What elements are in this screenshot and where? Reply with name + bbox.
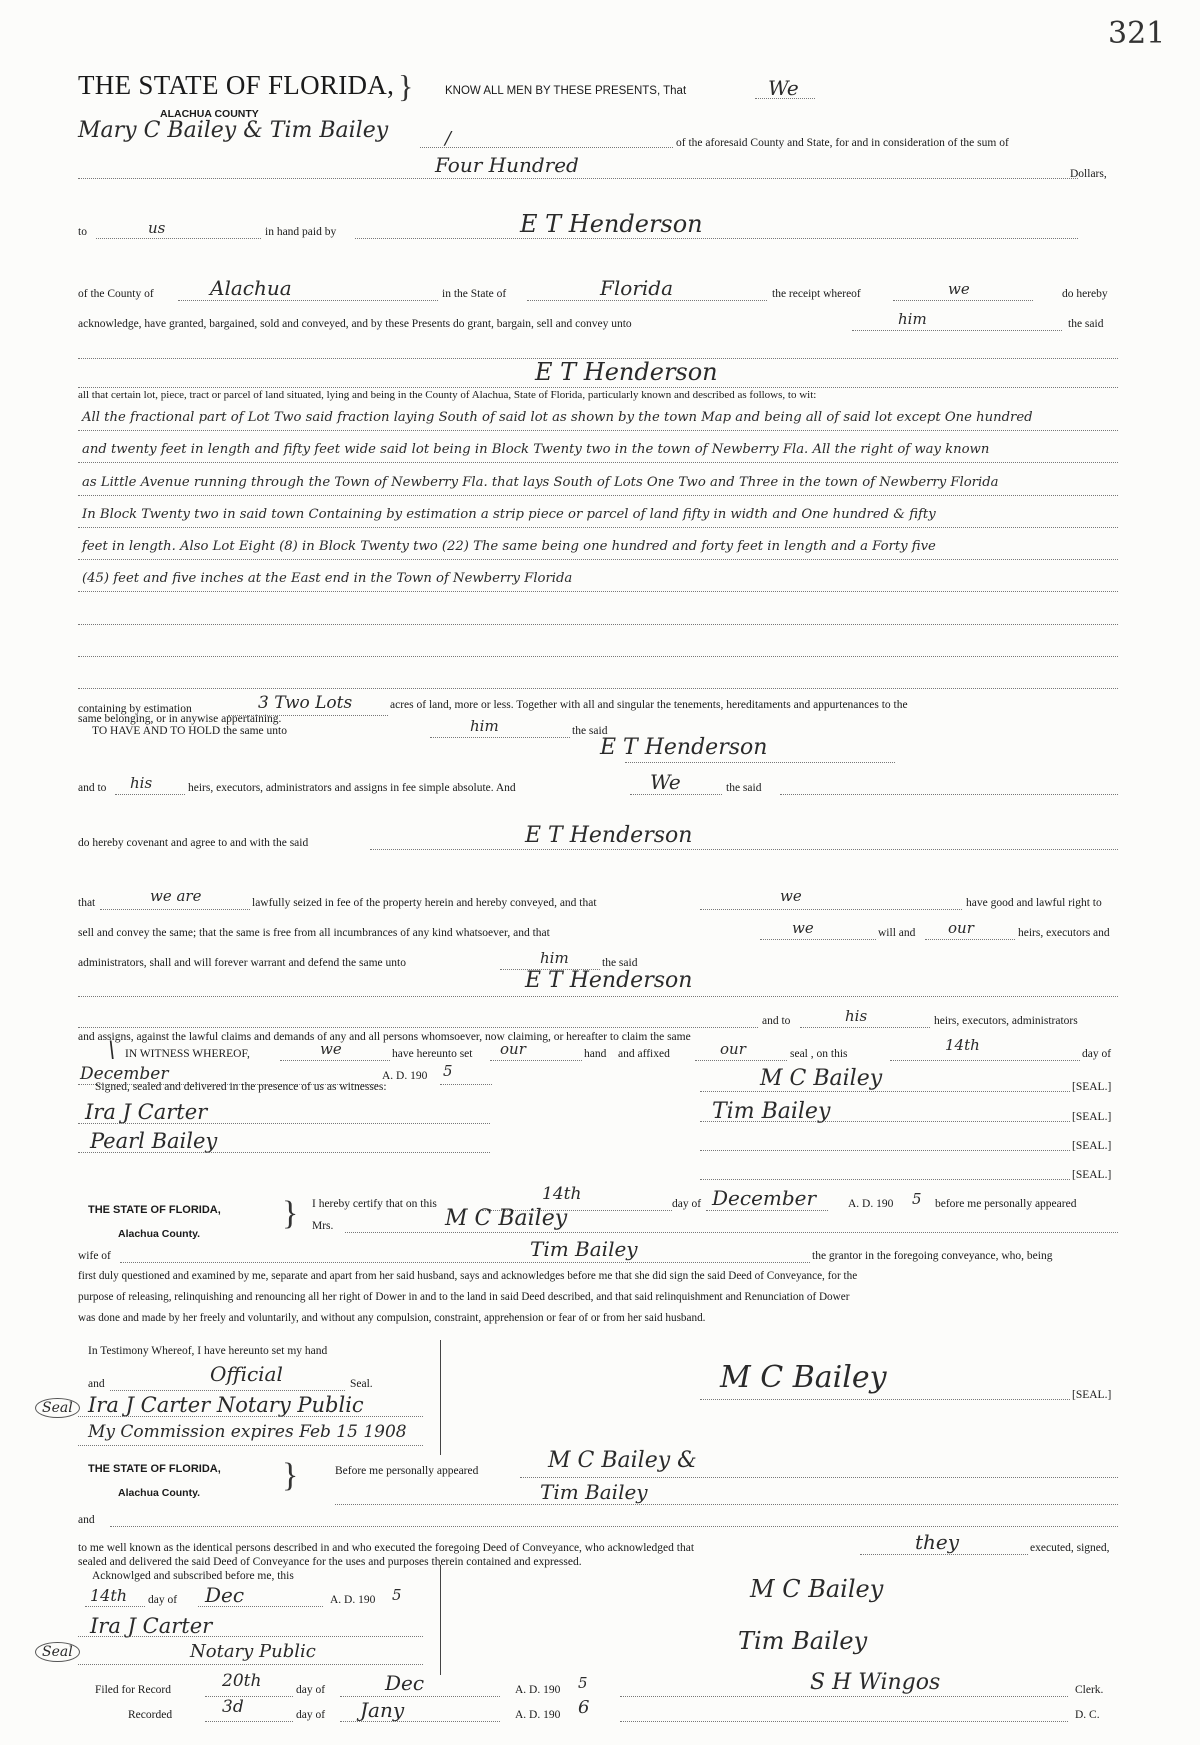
ack1-sig-line — [700, 1399, 1070, 1400]
covenant-text: do hereby covenant and agree to and with the said — [78, 837, 309, 849]
seal-1: [SEAL.] — [1072, 1081, 1112, 1093]
filed-day-of: day of — [296, 1684, 326, 1696]
dc-label: D. C. — [1075, 1709, 1100, 1721]
witness-we-line — [280, 1060, 390, 1061]
to-have-line — [430, 737, 570, 738]
description-line-4: In Block Twenty two in said town Containing by estimation a strip piece or parcel of land fifty in width and One hundred & fifty — [82, 507, 936, 522]
grantors-handwritten: Mary C Bailey & Tim Bailey — [78, 118, 389, 143]
filed-ad: A. D. 190 — [515, 1684, 561, 1696]
affixed-label: and affixed — [618, 1048, 670, 1060]
we-cap-handwritten: We — [650, 770, 681, 794]
affixed-line — [695, 1060, 787, 1061]
that-handwritten: We — [768, 76, 799, 100]
witness-label: IN WITNESS WHEREOF, — [125, 1048, 250, 1060]
rec-month-handwritten: Jany — [360, 1698, 405, 1722]
and-to-label: and to — [78, 782, 107, 794]
ack1-vline — [440, 1340, 441, 1455]
ack1-seal: [SEAL.] — [1072, 1389, 1112, 1401]
ack1-wife-of: wife of — [78, 1250, 111, 1262]
will-and-text: will and — [878, 927, 916, 939]
desc-rule-8 — [78, 656, 1118, 657]
filed-month-handwritten: Dec — [385, 1671, 425, 1695]
ack1-mrs: Mrs. — [312, 1220, 334, 1232]
grantee-handwritten-5: E T Henderson — [525, 968, 693, 993]
him-handwritten-3: him — [540, 949, 569, 967]
filed-year-handwritten: 5 — [578, 1674, 588, 1692]
clerk-signature-handwritten: S H Wingos — [810, 1670, 941, 1695]
ack2-state: THE STATE OF FLORIDA, — [88, 1463, 221, 1475]
ack2-subscribed: Acknowlged and subscribed before me, this — [92, 1570, 294, 1582]
heirs-fee-text: heirs, executors, administrators and assigns in fee simple absolute. And — [188, 782, 516, 794]
witness-2-line — [78, 1152, 490, 1153]
day-handwritten: 14th — [945, 1036, 980, 1054]
state-line — [527, 300, 767, 301]
ack2-notary-line — [78, 1636, 423, 1637]
clerk-line — [620, 1696, 1068, 1697]
ack1-body-3: was done and made by her freely and voluntarily, and without any compulsion, constraint, apprehension or fear of or from her said husband. — [78, 1312, 706, 1324]
paid-line — [355, 238, 1078, 239]
his-handwritten-2: his — [845, 1007, 868, 1025]
ack2-sealed: sealed and delivered the said Deed of Conveyance for the uses and purposes therein contained and expressed. — [78, 1556, 582, 1568]
header-brace: } — [398, 68, 414, 104]
ack1-commission-line — [78, 1445, 423, 1446]
grantee-line-5 — [78, 996, 1118, 997]
filed-month-line — [340, 1696, 500, 1697]
seal-3: [SEAL.] — [1072, 1140, 1112, 1152]
filed-label: Filed for Record — [95, 1684, 172, 1696]
we-cap-line — [630, 794, 722, 795]
ack2-name-2-handwritten: Tim Bailey — [540, 1480, 648, 1504]
month-handwritten: December — [80, 1064, 169, 1084]
ack2-name-line — [520, 1477, 1118, 1478]
ack2-known: to me well known as the identical persons described in and who executed the foregoing Deed of Conveyance, who acknowledged that — [78, 1542, 695, 1554]
ack1-and: and — [88, 1378, 105, 1390]
that-line — [755, 98, 815, 99]
we-handwritten-2: we — [780, 887, 802, 905]
seal-2: [SEAL.] — [1072, 1111, 1112, 1123]
we-line-3 — [760, 939, 876, 940]
ack1-mrs-handwritten: M C Bailey — [445, 1206, 568, 1231]
ack2-np-line — [78, 1664, 423, 1665]
all-that-text: all that certain lot, piece, tract or parcel of land situated, lying and being in the County of Alachua, State of Florida, particularly known and described as follows, to wit: — [78, 389, 817, 401]
his-line-2 — [800, 1027, 930, 1028]
ack2-and: and — [78, 1514, 95, 1526]
hand-label: hand — [584, 1048, 607, 1060]
sig-line-2 — [700, 1121, 1070, 1122]
desc-rule-7 — [78, 624, 1118, 625]
filed-day-handwritten: 20th — [222, 1671, 262, 1691]
to-label: to — [78, 226, 87, 238]
recorded-label: Recorded — [128, 1709, 173, 1721]
county-handwritten: Alachua — [210, 276, 292, 300]
to-handwritten: us — [148, 219, 166, 237]
ack1-brace: } — [282, 1195, 299, 1232]
grantors-suffix: of the aforesaid County and State, for and in consideration of the sum of — [676, 137, 1009, 149]
signature-2-handwritten: Tim Bailey — [712, 1099, 831, 1124]
ack2-vline — [440, 1565, 441, 1675]
ack1-day-handwritten: 14th — [542, 1184, 582, 1204]
desc-rule-4 — [78, 527, 1118, 528]
seal-4: [SEAL.] — [1072, 1169, 1112, 1181]
ack1-testimony: In Testimony Whereof, I have hereunto set my hand — [88, 1345, 328, 1357]
to-have-text: TO HAVE AND TO HOLD the same unto — [92, 725, 287, 737]
page-number: 321 — [1108, 16, 1166, 51]
acknowledge-text: acknowledge, have granted, bargained, sold and conveyed, and by these Presents do grant, bargain, sell and convey unto — [78, 318, 632, 330]
sig-line-3 — [700, 1150, 1070, 1151]
ack2-day-of: day of — [148, 1594, 178, 1606]
desc-rule-6 — [78, 591, 1118, 592]
ack2-name-line-2 — [335, 1504, 1118, 1505]
ack1-commission-handwritten: My Commission expires Feb 15 1908 — [88, 1422, 407, 1442]
ack1-wife-line — [120, 1262, 810, 1263]
desc-rule-9 — [78, 688, 1118, 689]
ack1-county: Alachua County. — [118, 1228, 201, 1240]
witness-1-line — [78, 1123, 490, 1124]
ack2-sig-2-handwritten: Tim Bailey — [738, 1627, 868, 1655]
the-said-label: the said — [1068, 318, 1104, 330]
grantee-handwritten-3: E T Henderson — [600, 735, 768, 760]
desc-rule-5 — [78, 559, 1118, 560]
ack1-husband-handwritten: Tim Bailey — [530, 1237, 638, 1261]
sig-line-4 — [700, 1179, 1070, 1180]
ack2-county: Alachua County. — [118, 1487, 201, 1499]
signed-text: Signed, sealed and delivered in the presence of us as witnesses: — [95, 1081, 387, 1093]
the-said-4: the said — [602, 957, 638, 969]
we-are-handwritten: we are — [150, 887, 202, 905]
ack1-body-2: purpose of releasing, relinquishing and renouncing all her right of Dower in and to the land in said Deed described, and that said relinquishment and Renunciation of Dower — [78, 1291, 850, 1303]
ack2-notary-public-handwritten: Notary Public — [190, 1641, 316, 1662]
ack2-they-line — [860, 1554, 1028, 1555]
ack1-notary-line — [78, 1416, 423, 1417]
ack1-signature-handwritten: M C Bailey — [720, 1360, 887, 1395]
have-good-text: have good and lawful right to — [966, 897, 1102, 909]
signature-1-handwritten: M C Bailey — [760, 1066, 883, 1091]
the-said-3: the said — [726, 782, 762, 794]
blank-line-3 — [78, 1027, 758, 1028]
ack1-ad: A. D. 190 — [848, 1198, 894, 1210]
ack1-official-line — [110, 1390, 345, 1391]
clerk-label: Clerk. — [1075, 1684, 1104, 1696]
ack1-before: before me personally appeared — [935, 1198, 1077, 1210]
witness-mark: \ — [108, 1038, 116, 1063]
his-line — [115, 794, 185, 795]
ack2-notary-name-handwritten: Ira J Carter — [90, 1614, 213, 1638]
grantee-line-2 — [78, 387, 1118, 388]
acres-handwritten: 3 Two Lots — [258, 693, 353, 713]
rec-day-line — [205, 1721, 293, 1722]
dc-line — [620, 1721, 1068, 1722]
ack2-ad: A. D. 190 — [330, 1594, 376, 1606]
we-are-line — [100, 909, 250, 910]
sig-line-1 — [700, 1091, 1070, 1092]
dollars-label: Dollars, — [1070, 168, 1107, 180]
ack2-brace: } — [282, 1457, 299, 1494]
seal-on-label: seal , on this — [790, 1048, 848, 1060]
day-line — [890, 1060, 1080, 1061]
and-to-2: and to — [762, 1015, 791, 1027]
grantee-handwritten-4: E T Henderson — [525, 823, 693, 848]
our-handwritten-2: our — [500, 1040, 526, 1058]
day-of-label: day of — [1082, 1048, 1112, 1060]
ack2-day-handwritten: 14th — [90, 1586, 128, 1605]
ack2-they-handwritten: they — [915, 1530, 960, 1554]
ack2-name-1-handwritten: M C Bailey & — [548, 1448, 697, 1473]
ack1-body-1: first duly questioned and examined by me, separate and apart from her said husband, says and acknowledges before me that she did sign the said Deed of Conveyance, for the — [78, 1270, 858, 1282]
ack2-and-line — [110, 1526, 1118, 1527]
ack1-certify: I hereby certify that on this — [312, 1198, 437, 1210]
receipt-label: the receipt whereof — [772, 288, 861, 300]
him-line — [852, 330, 1062, 331]
blank-line-2 — [780, 794, 1118, 795]
ack2-day-line — [85, 1606, 145, 1607]
description-line-2: and twenty feet in length and fifty feet wide said lot being in Block Twenty two in the town of Newberry Fla. All the right of way known — [82, 442, 990, 457]
sum-line — [78, 178, 1078, 179]
ack1-seal-word: Seal. — [350, 1378, 373, 1390]
county-heading: ALACHUA COUNTY — [160, 108, 259, 120]
containing-label: containing by estimation — [78, 703, 192, 715]
grantee-handwritten-2: E T Henderson — [535, 358, 718, 386]
sum-handwritten: Four Hundred — [435, 153, 579, 177]
sell-convey-text: sell and convey the same; that the same is free from all incumbrances of any kind whatsoever, and that — [78, 927, 550, 939]
ack2-executed: executed, signed, — [1030, 1542, 1110, 1554]
covenant-line — [370, 849, 1118, 850]
year-line — [440, 1084, 492, 1085]
to-line — [96, 238, 261, 239]
rec-day-of: day of — [296, 1709, 326, 1721]
ack1-year-handwritten: 5 — [912, 1190, 922, 1208]
that-label: that — [78, 897, 96, 909]
county-of-label: of the County of — [78, 288, 154, 300]
we-line — [893, 300, 1033, 301]
ad-label: A. D. 190 — [382, 1070, 428, 1082]
state-of-label: in the State of — [442, 288, 507, 300]
ack2-seal-handwritten: Seal — [35, 1642, 80, 1662]
desc-rule-2 — [78, 462, 1118, 463]
ack1-notary-handwritten: Ira J Carter Notary Public — [88, 1393, 364, 1417]
rec-month-line — [340, 1721, 500, 1722]
description-line-5: feet in length. Also Lot Eight (8) in Block Twenty two (22) The same being one hundred and forty feet in length and a Forty five — [82, 539, 936, 554]
we-handwritten-4: we — [320, 1040, 342, 1058]
him-handwritten-2: him — [470, 717, 499, 735]
state-heading: THE STATE OF FLORIDA, — [78, 70, 395, 100]
ack1-grantor: the grantor in the foregoing conveyance, who, being — [812, 1250, 1053, 1262]
slash-mark: / — [445, 128, 452, 149]
description-line-1: All the fractional part of Lot Two said fraction laying South of said lot as shown by the town Map and being all of said lot except One hundred — [82, 410, 1033, 425]
his-handwritten: his — [130, 774, 153, 792]
have-set-label: have hereunto set — [392, 1048, 473, 1060]
filed-day-line — [205, 1696, 293, 1697]
do-hereby-label: do hereby — [1062, 288, 1108, 300]
know-all-text: KNOW ALL MEN BY THESE PRESENTS, That — [445, 85, 687, 97]
we-handwritten: we — [948, 280, 970, 298]
ack1-month-handwritten: December — [712, 1186, 817, 1210]
county-line — [178, 300, 438, 301]
ack1-mrs-line — [345, 1232, 1118, 1233]
grantors-line — [420, 147, 673, 148]
desc-rule-1 — [78, 430, 1118, 431]
assigns-claims: and assigns, against the lawful claims and demands of any and all persons whomsoever, now claiming, or hereafter to claim the same — [78, 1031, 691, 1043]
heirs-exec-admin: heirs, executors, administrators — [934, 1015, 1078, 1027]
witness-2-handwritten: Pearl Bailey — [90, 1129, 218, 1153]
ack1-state: THE STATE OF FLORIDA, — [88, 1204, 221, 1216]
ack1-seal-handwritten: Seal — [35, 1398, 80, 1418]
administrators-text: administrators, shall and will forever warrant and defend the same unto — [78, 957, 406, 969]
our-line — [925, 939, 1015, 940]
the-said-2: the said — [572, 725, 608, 737]
him-handwritten: him — [898, 310, 927, 328]
grantee-handwritten: E T Henderson — [520, 210, 703, 238]
acres-text: acres of land, more or less. Together with all and singular the tenements, hereditaments and appurtenances to the — [390, 699, 908, 711]
description-line-6: (45) feet and five inches at the East end in the Town of Newberry Florida — [82, 571, 573, 586]
ack2-year-handwritten: 5 — [392, 1586, 402, 1604]
lawfully-text: lawfully seized in fee of the property herein and hereby conveyed, and that — [252, 897, 597, 909]
desc-rule-3 — [78, 495, 1118, 496]
belonging-text: same belonging, or in anywise appertaining. — [78, 713, 282, 725]
set-line — [490, 1060, 582, 1061]
state-handwritten: Florida — [600, 276, 673, 300]
ack2-sig-1-handwritten: M C Bailey — [750, 1575, 884, 1603]
we-handwritten-3: we — [792, 919, 814, 937]
we-line-2 — [700, 909, 962, 910]
grantee-line-3 — [625, 762, 895, 763]
year-handwritten: 5 — [443, 1062, 453, 1080]
ack1-month-line — [706, 1210, 828, 1211]
rec-year-handwritten: 6 — [578, 1697, 590, 1718]
ack2-month-line — [198, 1606, 323, 1607]
paid-by-label: in hand paid by — [265, 226, 337, 238]
ack1-day-of: day of — [672, 1198, 702, 1210]
our-handwritten: our — [948, 919, 974, 937]
rec-ad: A. D. 190 — [515, 1709, 561, 1721]
rec-day-handwritten: 3d — [222, 1697, 244, 1717]
ack2-before: Before me personally appeared — [335, 1465, 479, 1477]
description-line-3: as Little Avenue running through the Town of Newberry Fla. that lays South of Lots One Two and Three in the town of Newberry Florida — [82, 475, 999, 490]
ack1-official-handwritten: Official — [210, 1362, 283, 1386]
heirs-exec-text: heirs, executors and — [1018, 927, 1110, 939]
our-handwritten-3: our — [720, 1040, 746, 1058]
witness-1-handwritten: Ira J Carter — [85, 1100, 208, 1124]
ack2-month-handwritten: Dec — [205, 1583, 245, 1607]
